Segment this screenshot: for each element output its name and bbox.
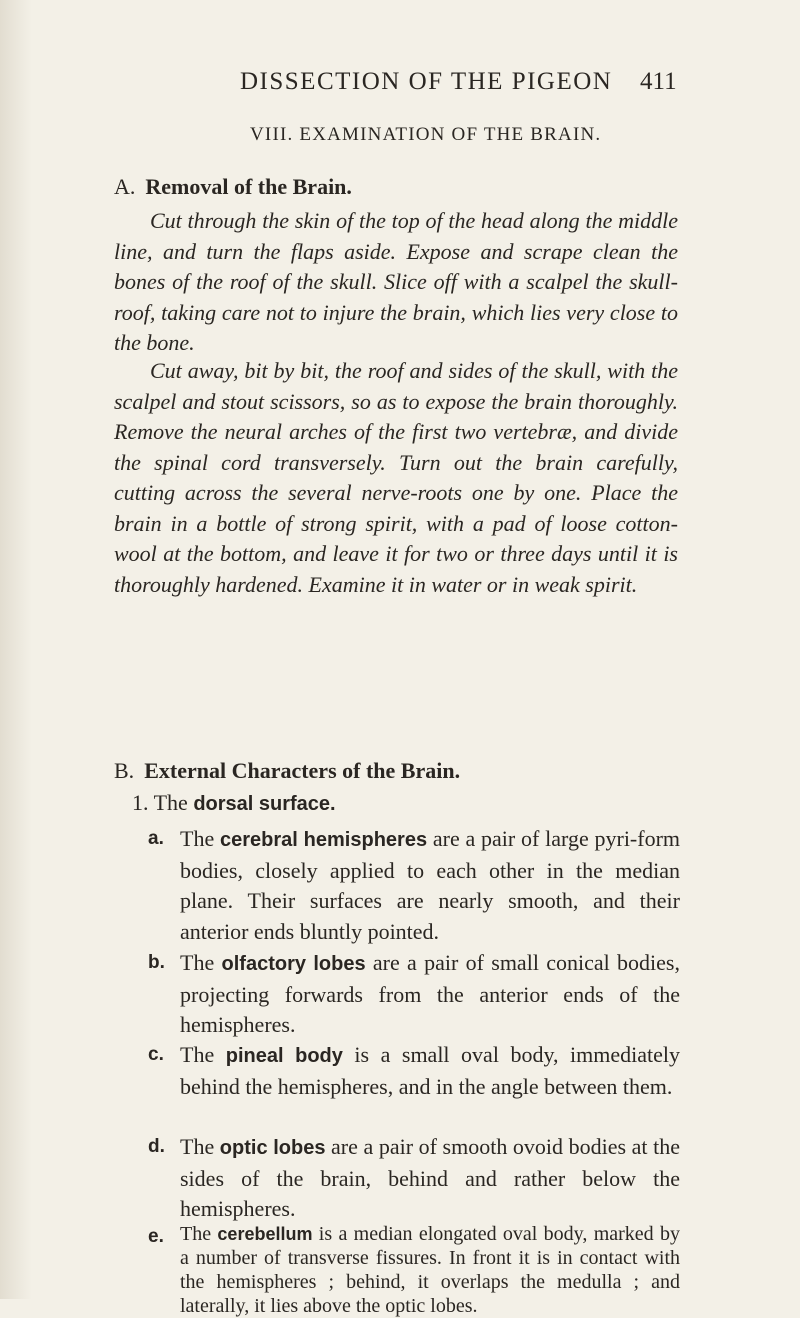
running-title: DISSECTION OF THE PIGEON bbox=[240, 68, 613, 95]
dorsal-surface-heading bbox=[132, 790, 336, 816]
list-item-marker: d. bbox=[148, 1136, 165, 1157]
binding-shadow bbox=[0, 0, 32, 1299]
dorsal-surface-number: 1. bbox=[132, 790, 149, 815]
part-a bbox=[114, 174, 674, 200]
part-b-title: External Characters of the Brain. bbox=[144, 758, 461, 783]
list-item-body: are a pair of large pyri-form bodies, closely applied to each other in the median plane. Their surfaces are nearly smooth, and their anterior ends bluntly pointed. bbox=[180, 826, 681, 944]
list-item-term: cerebellum bbox=[217, 1224, 313, 1244]
list-item-text bbox=[180, 1040, 680, 1102]
page-number: 411 bbox=[640, 68, 677, 95]
list-item-term: optic lobes bbox=[219, 1137, 326, 1159]
dorsal-surface-pre: The bbox=[153, 790, 188, 815]
list-item-text bbox=[180, 948, 680, 1041]
section-heading: VIII. EXAMINATION OF THE BRAIN. bbox=[250, 124, 602, 145]
list-item-pre: The bbox=[180, 1134, 215, 1159]
list-item-pre: The bbox=[180, 826, 215, 851]
part-b-heading bbox=[114, 758, 674, 784]
list-item-body: are a pair of small conical bodies, projecting forwards from the anterior ends of the hemispheres. bbox=[180, 950, 680, 1037]
list-item-text bbox=[180, 824, 680, 947]
running-head bbox=[0, 64, 800, 104]
list-item-marker: e. bbox=[148, 1226, 164, 1247]
list-item-body: are a pair of smooth ovoid bodies at the sides of the brain, behind and rather below the hemispheres. bbox=[180, 1134, 680, 1221]
dorsal-surface-term: dorsal surface. bbox=[193, 793, 336, 815]
list-item-body: is a small oval body, immediately behind the hemispheres, and in the angle between them. bbox=[180, 1042, 681, 1099]
list-item-text bbox=[180, 1132, 680, 1225]
part-a-title: Removal of the Brain. bbox=[145, 174, 352, 199]
part-a-heading bbox=[114, 174, 674, 200]
list-item-pre: The bbox=[180, 1223, 212, 1245]
list-item-pre: The bbox=[180, 1042, 215, 1067]
part-a-paragraph-2: Cut away, bit by bit, the roof and sides of the skull, with the scalpel and stout scissors, so as to expose the brain thoroughly. Remove the neural arches of the first two vertebræ, and divide the spinal cord transversely. Turn out the brain carefully, cutting across the several nerve-roots one by one. Place the brain in a bottle of strong spirit, with a pad of loose cotton-wool at the bottom, and leave it for two or three days until it is thoroughly hardened. Examine it in water or in weak spirit. bbox=[114, 358, 678, 597]
part-b bbox=[114, 758, 674, 784]
list-item-term: pineal body bbox=[225, 1045, 343, 1067]
list-item-term: cerebral hemispheres bbox=[220, 829, 428, 851]
part-a-paragraph-1: Cut through the skin of the top of the head along the middle line, and turn the flaps aside. Expose and scrape clean the bones of the roof of the skull. Slice off with a scalpel the skull-roof, taking care not to injure the brain, which lies very close to the bone. bbox=[114, 208, 678, 355]
list-item-text bbox=[180, 1222, 680, 1318]
part-b-letter: B. bbox=[114, 758, 135, 783]
list-item-term: olfactory lobes bbox=[221, 953, 366, 975]
list-item-pre: The bbox=[180, 950, 215, 975]
list-item-marker: c. bbox=[148, 1044, 164, 1065]
list-item-marker: b. bbox=[148, 952, 165, 973]
list-item-marker: a. bbox=[148, 828, 164, 849]
list-item-body: is a median elongated oval body, marked by a number of transverse fissures. In front it is in contact with the hemispheres ; behind, it overlaps the medulla ; and laterally, it lies above the optic lobes. bbox=[180, 1223, 681, 1317]
part-a-letter: A. bbox=[114, 174, 136, 199]
